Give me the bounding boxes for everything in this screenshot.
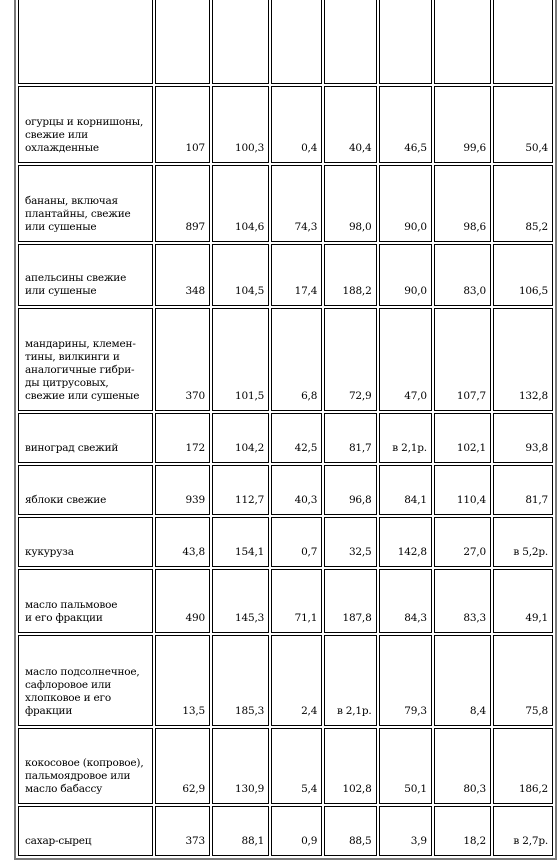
value-cell: 88,5 — [324, 806, 376, 856]
value-cell: 47,0 — [379, 308, 432, 411]
value-cell: 13,5 — [155, 635, 210, 726]
value-cell: 6,8 — [271, 308, 322, 411]
value-cell — [493, 0, 553, 84]
value-cell: 18,2 — [434, 806, 491, 856]
value-cell: 90,0 — [379, 244, 432, 306]
value-cell: 96,8 — [324, 465, 376, 515]
table-row — [18, 806, 553, 856]
value-cell: в 2,7р. — [493, 806, 553, 856]
product-name-cell: кукуруза — [18, 517, 153, 567]
table-row — [18, 308, 553, 411]
product-name-cell: масло подсолнечное, сафлоровое или хлопковое и его фракции — [18, 635, 153, 726]
product-name-cell: кокосовое (копровое), пальмоядровое или масло бабассу — [18, 728, 153, 804]
table-row — [18, 413, 553, 463]
value-cell: 5,4 — [271, 728, 322, 804]
value-cell: 27,0 — [434, 517, 491, 567]
value-cell: 98,0 — [324, 165, 376, 242]
value-cell: 107 — [155, 86, 210, 163]
value-cell: 107,7 — [434, 308, 491, 411]
value-cell: 81,7 — [493, 465, 553, 515]
value-cell: 185,3 — [212, 635, 269, 726]
value-cell: 132,8 — [493, 308, 553, 411]
table-row — [18, 465, 553, 515]
value-cell: 83,0 — [434, 244, 491, 306]
value-cell: 17,4 — [271, 244, 322, 306]
value-cell: 154,1 — [212, 517, 269, 567]
value-cell — [379, 0, 432, 84]
value-cell: 172 — [155, 413, 210, 463]
value-cell: 93,8 — [493, 413, 553, 463]
value-cell: 102,1 — [434, 413, 491, 463]
value-cell: 32,5 — [324, 517, 376, 567]
value-cell: 40,4 — [324, 86, 376, 163]
value-cell — [434, 0, 491, 84]
value-cell: 42,5 — [271, 413, 322, 463]
value-cell: 100,3 — [212, 86, 269, 163]
table-row — [18, 165, 553, 242]
product-name-cell: яблоки свежие — [18, 465, 153, 515]
table-row — [18, 569, 553, 633]
product-name-cell: виноград свежий — [18, 413, 153, 463]
value-cell: 187,8 — [324, 569, 376, 633]
value-cell: 83,3 — [434, 569, 491, 633]
value-cell: в 2,1р. — [324, 635, 376, 726]
value-cell: 112,7 — [212, 465, 269, 515]
value-cell: 90,0 — [379, 165, 432, 242]
value-cell: 130,9 — [212, 728, 269, 804]
value-cell: 0,4 — [271, 86, 322, 163]
value-cell — [212, 0, 269, 84]
value-cell: 348 — [155, 244, 210, 306]
product-name-cell: масло пальмовое и его фракции — [18, 569, 153, 633]
value-cell: 2,4 — [271, 635, 322, 726]
value-cell: 142,8 — [379, 517, 432, 567]
value-cell: 939 — [155, 465, 210, 515]
value-cell — [324, 0, 376, 84]
value-cell: 897 — [155, 165, 210, 242]
value-cell: 104,5 — [212, 244, 269, 306]
value-cell: 88,1 — [212, 806, 269, 856]
product-name-cell — [18, 0, 153, 84]
table-row — [18, 517, 553, 567]
value-cell: 50,1 — [379, 728, 432, 804]
value-cell: в 5,2р. — [493, 517, 553, 567]
value-cell: 84,3 — [379, 569, 432, 633]
value-cell: 370 — [155, 308, 210, 411]
value-cell — [155, 0, 210, 84]
table-row — [18, 86, 553, 163]
trade-data-table — [14, 0, 557, 860]
value-cell: 104,6 — [212, 165, 269, 242]
value-cell: 104,2 — [212, 413, 269, 463]
value-cell: 49,1 — [493, 569, 553, 633]
value-cell: 79,3 — [379, 635, 432, 726]
value-cell: 40,3 — [271, 465, 322, 515]
value-cell: 80,3 — [434, 728, 491, 804]
value-cell: 85,2 — [493, 165, 553, 242]
value-cell: 188,2 — [324, 244, 376, 306]
product-name-cell: апельсины свежие или сушеные — [18, 244, 153, 306]
value-cell: 102,8 — [324, 728, 376, 804]
product-name-cell: огурцы и корнишоны, свежие или охлажденные — [18, 86, 153, 163]
product-name-cell: сахар-сырец — [18, 806, 153, 856]
table-row — [18, 0, 553, 84]
value-cell: 50,4 — [493, 86, 553, 163]
value-cell: 62,9 — [155, 728, 210, 804]
product-name-cell: мандарины, клемен- тины, вилкинги и аналогичные гибри- ды цитрусовых, свежие или сушеные — [18, 308, 153, 411]
value-cell: 81,7 — [324, 413, 376, 463]
value-cell: 0,9 — [271, 806, 322, 856]
value-cell: 71,1 — [271, 569, 322, 633]
value-cell: 75,8 — [493, 635, 553, 726]
value-cell: 186,2 — [493, 728, 553, 804]
table-row — [18, 728, 553, 804]
value-cell: в 2,1р. — [379, 413, 432, 463]
value-cell: 101,5 — [212, 308, 269, 411]
value-cell: 8,4 — [434, 635, 491, 726]
value-cell: 98,6 — [434, 165, 491, 242]
value-cell: 84,1 — [379, 465, 432, 515]
value-cell: 3,9 — [379, 806, 432, 856]
value-cell — [271, 0, 322, 84]
table-row — [18, 635, 553, 726]
value-cell: 74,3 — [271, 165, 322, 242]
value-cell: 145,3 — [212, 569, 269, 633]
value-cell: 43,8 — [155, 517, 210, 567]
value-cell: 72,9 — [324, 308, 376, 411]
product-name-cell: бананы, включая плантайны, свежие или сушеные — [18, 165, 153, 242]
table-row — [18, 244, 553, 306]
value-cell: 373 — [155, 806, 210, 856]
value-cell: 110,4 — [434, 465, 491, 515]
value-cell: 0,7 — [271, 517, 322, 567]
value-cell: 490 — [155, 569, 210, 633]
value-cell: 46,5 — [379, 86, 432, 163]
value-cell: 99,6 — [434, 86, 491, 163]
value-cell: 106,5 — [493, 244, 553, 306]
